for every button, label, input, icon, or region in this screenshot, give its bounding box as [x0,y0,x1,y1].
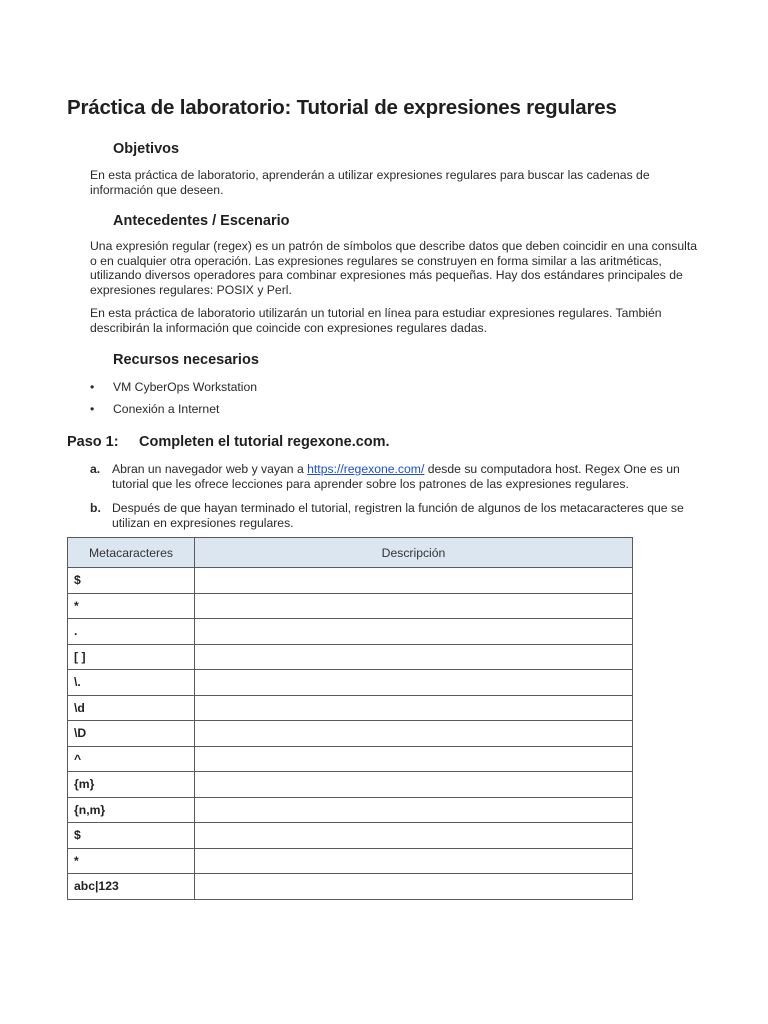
table-row [68,593,633,619]
description-cell[interactable] [195,746,633,772]
header-descripcion: Descripción [195,538,633,568]
header-metacaracteres: Metacaracteres [68,538,195,568]
item-label: b. [90,501,101,515]
metachar-cell: * [68,848,195,874]
table-row [68,619,633,645]
recursos-item: • VM CyberOps Workstation [90,380,258,394]
metachar-cell: \D [68,721,195,747]
table-row [68,721,633,747]
regexone-link[interactable]: https://regexone.com/ [307,462,425,476]
page-title: Práctica de laboratorio: Tutorial de expresiones regulares [67,96,617,119]
table-row [68,568,633,594]
description-cell[interactable] [195,772,633,798]
table-row [68,823,633,849]
table-row [68,746,633,772]
metachar-cell: $ [68,823,195,849]
table-row [68,797,633,823]
metachar-cell: \. [68,670,195,696]
description-cell[interactable] [195,670,633,696]
description-cell[interactable] [195,593,633,619]
table-row [68,874,633,900]
antecedentes-heading: Antecedentes / Escenario [113,213,290,229]
description-cell[interactable] [195,797,633,823]
step-title: Completen el tutorial regexone.com. [139,434,390,450]
metachar-cell: {n,m} [68,797,195,823]
table-row [68,848,633,874]
table-header-row [68,538,633,568]
step-item-b: b. Después de que hayan terminado el tutorial, registren la función de algunos de los metacaracteres que se utilizan en expresiones regulares. [90,501,684,530]
metacharacters-table [67,537,633,900]
recursos-item: • Conexión a Internet [90,402,220,416]
metachar-cell: ^ [68,746,195,772]
description-cell[interactable] [195,823,633,849]
description-cell[interactable] [195,721,633,747]
description-cell[interactable] [195,568,633,594]
recursos-heading: Recursos necesarios [113,352,259,368]
bullet-icon: • [90,380,95,394]
metachar-cell: abc|123 [68,874,195,900]
metachar-cell: $ [68,568,195,594]
table-row [68,772,633,798]
table-row [68,670,633,696]
antecedentes-paragraph-1: Una expresión regular (regex) es un patrón de símbolos que describe datos que deben coincidir en una consulta o en cualquier otra operación. Las expresiones regulares se construyen en forma similar a las aritméticas, utilizando diversos operadores para combinar expresiones más pequeñas. Hay dos estándares principales de expresiones regulares: POSIX y Perl. [90,239,698,297]
bullet-icon: • [90,402,95,416]
item-label: a. [90,462,101,476]
step-number: Paso 1: [67,434,119,450]
description-cell[interactable] [195,695,633,721]
objetivos-heading: Objetivos [113,141,180,157]
description-cell[interactable] [195,874,633,900]
antecedentes-paragraph-2: En esta práctica de laboratorio utilizarán un tutorial en línea para estudiar expresiones regulares. También describirán la información que coincide con expresiones regulares dadas. [90,306,662,335]
step-item-a: a. Abran un navegador web y vayan a https://regexone.com/ desde su computadora host. Regex One es un tutorial que les ofrece lecciones para aprender sobre los patrones de las expresiones regulares. [90,462,680,491]
description-cell[interactable] [195,644,633,670]
metachar-cell: * [68,593,195,619]
table-row [68,695,633,721]
description-cell[interactable] [195,619,633,645]
metachar-cell: [ ] [68,644,195,670]
objetivos-text: En esta práctica de laboratorio, aprenderán a utilizar expresiones regulares para buscar las cadenas de información que deseen. [90,168,650,197]
description-cell[interactable] [195,848,633,874]
metachar-cell: {m} [68,772,195,798]
step-1-heading [67,434,390,450]
metachar-cell: \d [68,695,195,721]
metachar-cell: . [68,619,195,645]
table-row [68,644,633,670]
